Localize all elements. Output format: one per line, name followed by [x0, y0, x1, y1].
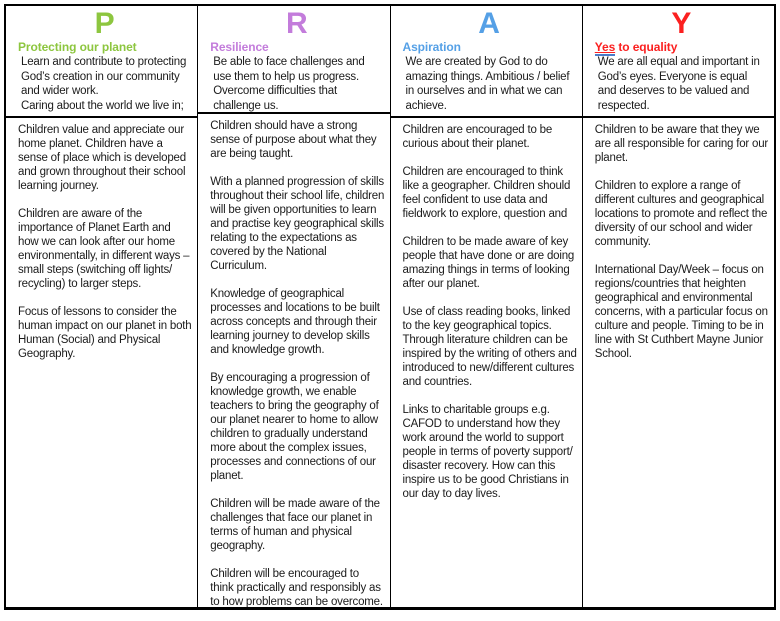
column-description-a	[403, 55, 576, 113]
body-cell-p	[6, 118, 197, 607]
header-cell-r	[198, 6, 389, 114]
column-title-y	[595, 40, 768, 55]
paragraph: Links to charitable groups e.g. CAFOD to understand how they work around the world to support people in terms of poverty support/ disaster recovery. How can this inspire us to be good Christians in our day to day lives.	[402, 404, 573, 500]
paragraph: Children to explore a range of different cultures and geographical locations to promote and reflect the diversity of our school and wider community.	[594, 180, 768, 248]
column-description-y	[595, 55, 768, 113]
header-cell-a	[391, 6, 582, 118]
column-description-r	[210, 55, 383, 113]
paragraph: International Day/Week – focus on regions/countries that heighten geographical and environmental concerns, with a particular focus on culture and people. Timing to be in line with St Cuthbert Mayne Junior School.	[594, 264, 768, 360]
column-aspiration	[390, 6, 582, 607]
column-protecting-our-planet	[6, 6, 197, 607]
paragraph: Focus of lessons to consider the human impact on our planet in both Human (Social) and Physical Geography.	[18, 306, 192, 360]
paragraph: Children are aware of the importance of Planet Earth and how we can look after our home environmentally, in different ways – small steps (switching off lights/ recycling) to larger steps.	[18, 208, 190, 290]
paragraph: Knowledge of geographical processes and locations to be built across concepts and through their learning journey to develop skills and knowledge growth.	[210, 288, 380, 357]
paragraph: By encouraging a progression of knowledge growth, we enable teachers to bring the geography of our planet nearer to home to allow children to gradually understand more about the complex issues, processes and connections of our planet.	[210, 372, 379, 483]
paragraph: Use of class reading books, linked to the key geographical topics. Through literature children can be inspired by the writing of others and introduced to new/different cultures and countries.	[402, 306, 577, 388]
column-resilience	[197, 6, 389, 607]
paragraph: Children should have a strong sense of purpose about what they are being taught.	[210, 120, 377, 161]
body-cell-y	[583, 118, 774, 607]
pray-values-table	[4, 4, 776, 610]
column-title-p: Protecting our planet	[18, 40, 137, 54]
description-text: Be able to face challenges and use them to help us progress. Overcome difficulties that challenge us.	[213, 56, 365, 112]
header-cell-p	[6, 6, 197, 118]
column-title-a: Aspiration	[402, 40, 461, 54]
yes-underlined-text: Yes	[594, 40, 616, 54]
paragraph: With a planned progression of skills throughout their school life, children will be given opportunities to learn and practise key geographical skills relating to the expectations as covered by the National Curriculum.	[210, 176, 385, 273]
description-text: We are created by God to do amazing things. Ambitious / belief in ourselves and in what we can achieve.	[405, 56, 570, 112]
paragraph: Children value and appreciate our home planet. Children have a sense of place which is developed and grown throughout their school learning journey.	[18, 124, 186, 192]
letter-p: P	[94, 7, 115, 40]
paragraph: Children will be made aware of the challenges that face our planet in terms of human and physical geography.	[210, 498, 380, 553]
letter-y: Y	[671, 7, 692, 40]
description-text-2: Caring about the world we live in;	[21, 99, 184, 112]
column-description-p	[18, 55, 191, 113]
paragraph: Children are encouraged to think like a geographer. Children should feel confident to use data and fieldwork to explore, question and	[402, 166, 571, 220]
column-title-r: Resilience	[210, 40, 269, 54]
column-yes-to-equality	[582, 6, 774, 607]
paragraph: Children will be encouraged to think practically and responsibly as to how problems can be overcome.	[210, 568, 383, 607]
body-cell-r	[198, 114, 389, 607]
description-text: Learn and contribute to protecting God’s creation in our community and wider work.	[21, 56, 187, 97]
title-rest-text: to equality	[615, 40, 678, 54]
body-cell-a	[391, 118, 582, 607]
header-cell-y	[583, 6, 774, 118]
letter-r: R	[286, 7, 308, 40]
description-text: We are all equal and important in God’s eyes. Everyone is equal and deserves to be valued and respected.	[597, 56, 760, 112]
paragraph: Children are encouraged to be curious about their planet.	[402, 124, 553, 150]
letter-a: A	[478, 7, 500, 40]
paragraph: Children to be made aware of key people that have done or are doing amazing things in terms of looking after our planet.	[402, 236, 575, 290]
paragraph: Children to be aware that they we are all responsible for caring for our planet.	[594, 124, 769, 164]
